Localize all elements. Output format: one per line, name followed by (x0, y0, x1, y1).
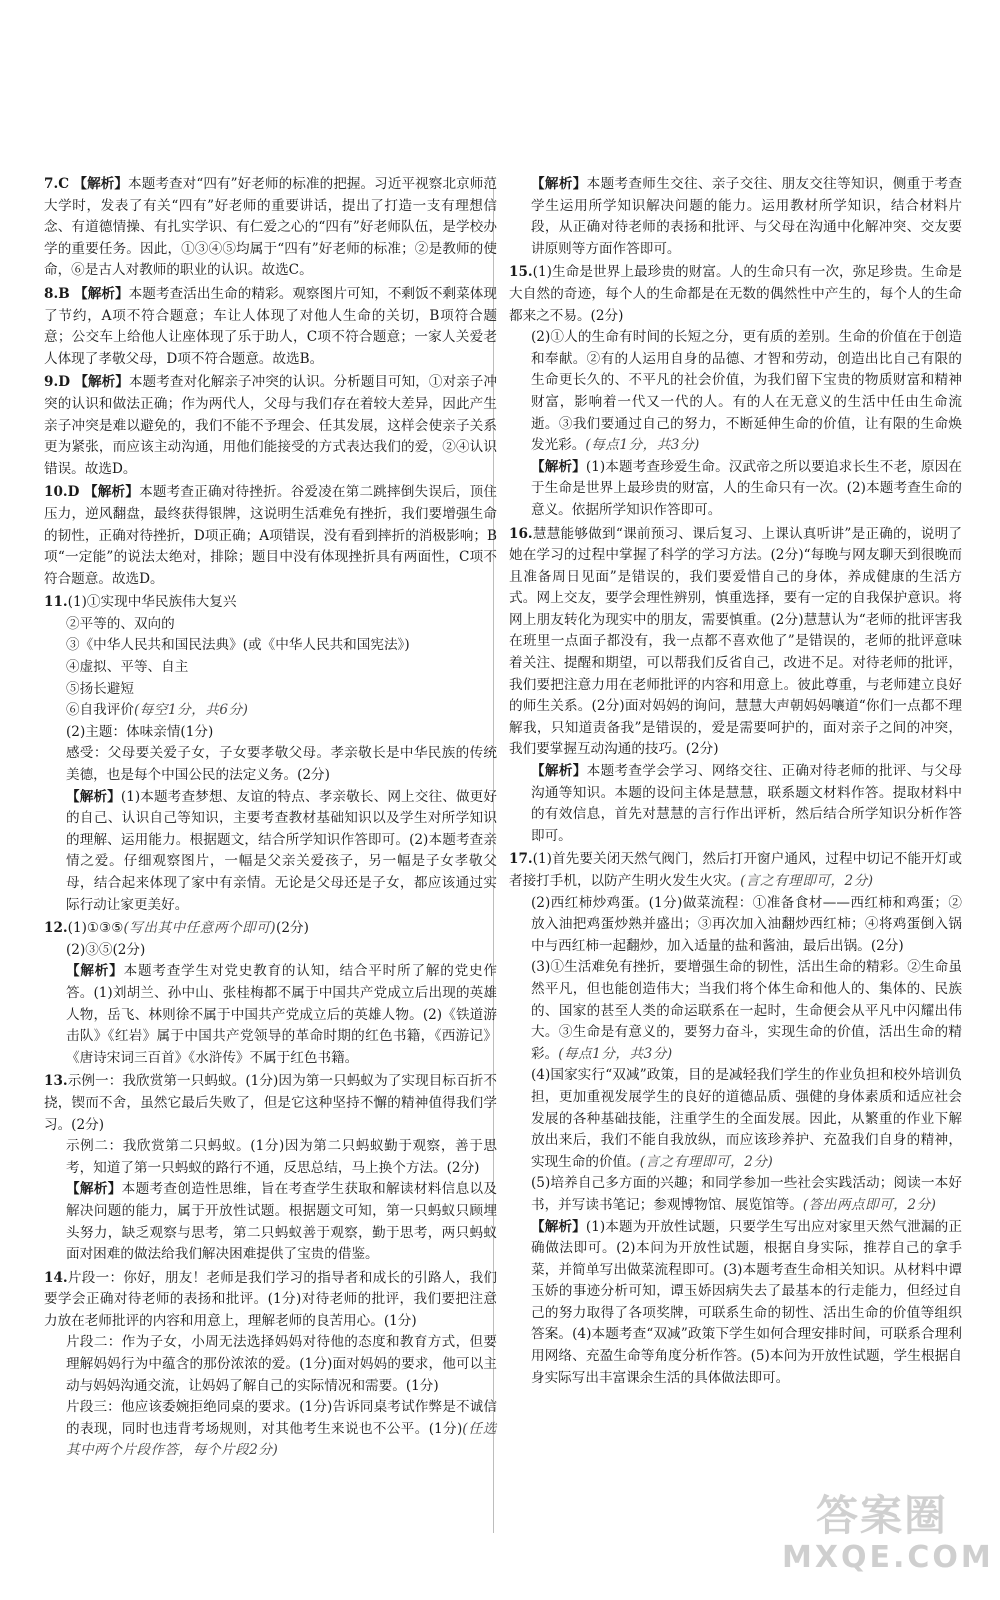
answer-line: ⑥自我评价 (66, 702, 134, 719)
analysis-tag: 【解析】 (73, 176, 129, 192)
analysis-text: 本题考查对化解亲子冲突的认识。分析题目可知，①对亲子冲突的认识和做法正确；作为两代人，父母与我们存在着较大差异，因此产生亲子冲突是难以避免的，我们不能不予理会、任其发展，这样会使亲子关系更为紧张，而应该主动沟通，用他们能接受的方式表达我们的爱，②④认识错误。故选D。 (44, 374, 498, 477)
analysis-tag: 【解析】 (531, 458, 586, 475)
analysis-tag: 【解析】 (66, 963, 124, 980)
answer-line: 感受：父母要关爱子女，子女要孝敬父母。孝亲敬长是中华民族的传统美德，也是每个中国公民的法定义务。(2分) (66, 745, 497, 784)
answer-q10 (44, 482, 497, 590)
answer-q8 (44, 284, 497, 370)
analysis-text: 本题考查活出生命的精彩。观察图片可知，不剩饭不剩菜体现了节约，A项不符合题意；车让人体现了对他人生命的关切，B项符合题意；公交车上给他人让座体现了乐于助人，C项不符合题意；一家人关爱老人体现了孝敬父母，D项不符合题意。故选B。 (44, 285, 497, 367)
question-number: 11. (44, 594, 68, 611)
analysis-tag: 【解析】 (531, 1218, 586, 1235)
answer-line: ③《中华人民共和国民法典》(或《中华人民共和国宪法》) (66, 637, 410, 654)
question-number: 13. (44, 1073, 68, 1090)
question-number: 17. (509, 851, 533, 868)
answer-line: (1)①实现中华民族伟大复兴 (67, 594, 237, 611)
answer-line: (2)主题：体味亲情(1分) (66, 723, 214, 740)
answer-line: 片段三：他应该委婉拒绝同桌的要求。(1分)告诉同桌考试作弊是不诚信的表现，同时也违背考场规则，对其他考生来说也不公平。(1分) (66, 1399, 497, 1437)
answer-choice: C (58, 176, 70, 192)
question-number: 10. (44, 484, 68, 501)
analysis-text: 本题考查师生交往、亲子交往、朋友交往等知识，侧重于考查学生运用所学知识解决问题的能力。运用教材所学知识，结合材料片段，从正确对待老师的表扬和批评、与父母在沟通中化解冲突、交友要讲原则等方面作答即可。 (531, 176, 963, 257)
watermark-url: MXQE.COM (782, 1540, 994, 1575)
answer-q7 (44, 174, 497, 282)
analysis-text: 本题考查学会学习、网络交往、正确对待老师的批评、与父母沟通等知识。本题的设问主体是慧慧，联系题文材料作答。提取材料中的有效信息，首先对慧慧的言行作出评析，然后结合所学知识分析作答即可。 (531, 763, 963, 844)
answer-q11 (44, 592, 497, 916)
right-column (509, 174, 962, 1391)
answer-q14-analysis (509, 174, 962, 260)
score-note: (任选其中两个片段作答，每个片段2分) (66, 1420, 497, 1459)
analysis-tag: 【解析】 (531, 176, 587, 192)
question-number: 8. (44, 285, 59, 302)
analysis-text: 本题考查对“四有”好老师的标准的把握。习近平视察北京师范大学时，发表了有关“四有”好老师的重要讲话，提出了打造一支有理想信念、有道德情操、有扎实学识、有仁爱之心的“四有”好老师队伍，是学校办学的重要任务。因此，①③④⑤均属于“四有”好老师的标准；②是教师的使命，⑥是古人对教师的职业的认识。故选C。 (44, 176, 498, 279)
answer-choice: D (58, 374, 70, 391)
answer-line: (5)培养自己多方面的兴趣；和同学参加一些社会实践活动；阅读一本好书，并写读书笔记；参观博物馆、展览馆等。 (531, 1175, 962, 1213)
question-number: 9. (44, 374, 59, 391)
analysis-text: (1)本题考查珍爱生命。汉武帝之所以要追求长生不老，原因在于生命是世界上最珍贵的财富，人的生命只有一次。(2)本题考查生命的意义。依据所学知识作答即可。 (531, 458, 962, 518)
answer-choice: D (67, 484, 80, 501)
question-number: 7. (44, 176, 59, 192)
answer-q9 (44, 372, 497, 480)
answer-line: (1)生命是世界上最珍贵的财富。人的生命只有一次，弥足珍贵。生命是大自然的奇迹，每个人的生命都是在无数的偶然性中产生的，每个人的生命都来之不易。(2分) (509, 264, 962, 324)
answer-line: 慧慧能够做到“课前预习、课后复习、上课认真听讲”是正确的，说明了她在学习的过程中掌握了科学的学习方法。(2分)“每晚与网友聊天到很晚而且准备周日见面”是错误的，我们要爱惜自己的身体，养成健康的生活方式。网上交友，要学会理性辨别，慎重选择，要有一定的自我保护意识。将网上朋友转化为现实中的朋友，需要慎重。(2分)慧慧认为“老师的批评害我在班里一点面子都没有，我一点都不喜欢他了”是错误的，老师的批评意味着关注、提醒和期望，可以帮我们反省自己，改进不足。对待老师的批评，我们要把注意力用在老师批评的内容和用意上。彼此尊重，与老师建立良好的师生关系。(2分)面对妈妈的询问，慧慧大声朝妈妈嚷道“你们一点都不理解我，只知道责备我”是错误的，爱是需要呵护的，面对亲子之间的冲突，我们要掌握互动沟通的技巧。(2分) (509, 525, 962, 758)
score-note: (写出其中任意两个即可) (123, 920, 277, 937)
answer-line: (2)③⑤(2分) (66, 941, 146, 958)
answer-q13 (44, 1071, 497, 1265)
answer-line: 片段一：你好，朋友！老师是我们学习的指导者和成长的引路人，我们要学会正确对待老师的表扬和批评。(1分)对待老师的批评，我们要把注意力放在老师批评的内容和用意上，理解老师的良苦用心。(1分) (44, 1269, 497, 1329)
analysis-tag: 【解析】 (531, 763, 587, 780)
question-number: 16. (509, 525, 533, 542)
answer-line: ②平等的、双向的 (66, 615, 175, 632)
answer-line: 示例一：我欣赏第一只蚂蚁。(1分)因为第一只蚂蚁为了实现目标百折不挠，锲而不舍，虽然它最后失败了，但是它这种坚持不懈的精神值得我们学习。(2分) (44, 1073, 497, 1133)
answer-choice: B (58, 285, 70, 302)
analysis-text: (1)本题考查梦想、友谊的特点、孝亲敬长、网上交往、做更好的自己、认识自己等知识，主要考查教材基础知识以及学生对所学知识的理解、运用能力。根据题文，结合所学知识作答即可。(2)本题考查亲情之爱。仔细观察图片，一幅是父亲关爱孩子，另一幅是子女孝敬父母，结合起来体现了家中有亲情。无论是父母还是子女，都应该通过实际行动让家更美好。 (66, 788, 497, 913)
answer-line: (4)国家实行“双减”政策，目的是减轻我们学生的作业负担和校外培训负担，更加重视发展学生的良好的道德品质、强健的身体素质和适应社会发展的各种基础技能，注重学生的全面发展。因此，从繁重的作业下解放出来后，我们不能自我放纵，而应该珍养护、充盈我们自身的精神，实现生命的价值。 (531, 1067, 962, 1170)
answer-q12 (44, 918, 497, 1069)
analysis-text: 本题考查正确对待挫折。谷爱凌在第二跳摔倒失误后，顶住压力，逆风翻盘，最终获得银牌，这说明生活难免有挫折，我们要增强生命的韧性，正确对待挫折，D项正确；A项错误，没有看到摔折的消极影响；B项“一定能”的说法太绝对，排除；题目中没有体现挫折具有两面性，C项不符合题意。故选D。 (44, 484, 498, 587)
analysis-tag: 【解析】 (83, 484, 140, 501)
answer-line: (3)①生活难免有挫折，要增强生命的韧性，活出生命的精彩。②生命虽然平凡，但也能创造伟大；当我们将个体生命和他人的、集体的、民族的、国家的甚至人类的命运联系在一起时，生命便会从平凡中闪耀出伟大。③生命是有意义的，要努力奋斗，实现生命的价值，活出生命的精彩。 (531, 959, 962, 1062)
analysis-tag: 【解析】 (74, 285, 129, 302)
score-note: (言之有理即可，2分) (639, 1153, 774, 1170)
answer-line: (2分) (276, 920, 309, 937)
score-note: (每点1分，共3分) (558, 1045, 673, 1062)
answer-line: (2)①人的生命有时间的长短之分，更有质的差别。生命的价值在于创造和奉献。②有的人运用自身的品德、才智和劳动，创造出比自己有限的生命更长久的、不平凡的社会价值，为我们留下宝贵的物质财富和精神财富，影响着一代又一代的人。有的人在无意义的生活中任由生命流逝。③我们要通过自己的努力，不断延伸生命的价值，让有限的生命焕发光彩。 (531, 329, 962, 454)
score-note: (每空1分，共6分) (133, 702, 249, 719)
answer-q14 (44, 1268, 497, 1462)
question-number: 15. (509, 264, 533, 281)
answer-line: (2)西红柿炒鸡蛋。(1分)做菜流程：①准备食材——西红柿和鸡蛋；②放入油把鸡蛋炒熟并盛出；③再次加入油翻炒西红柿；④将鸡蛋倒入锅中与西红柿一起翻炒，加入适量的盐和酱油，最后出锅。(2分) (531, 894, 962, 954)
answer-q15 (509, 262, 962, 521)
site-watermark (782, 1491, 994, 1592)
answer-line: 示例二：我欣赏第二只蚂蚁。(1分)因为第二只蚂蚁勤于观察，善于思考，知道了第一只蚂蚁的路行不通，反思总结，马上换个方法。(2分) (66, 1138, 497, 1176)
question-number: 12. (44, 920, 68, 937)
answer-line: ⑤扬长避短 (66, 680, 134, 697)
analysis-text: (1)本题为开放性试题，只要学生写出应对家里天然气泄漏的正确做法即可。(2)本问为开放性试题，根据自身实际，推荐自己的拿手菜，并简单写出做菜流程即可。(3)本题考查生命相关知识。从材料中谭玉娇的事迹分析可知，谭玉娇因病失去了最基本的行走能力，但经过自己的努力取得了各项奖牌，可联系生命的韧性、活出生命的价值等组织答案。(4)本题考查“双减”政策下学生如何合理安排时间，可联系合理利用网络、充盈生命等角度分析作答。(5)本问为开放性试题，学生根据自身实际写出丰富课余生活的具体做法即可。 (531, 1218, 962, 1386)
left-column (44, 174, 497, 1464)
answer-q16 (509, 524, 962, 848)
answer-line: (1)①③⑤ (67, 920, 124, 937)
score-note: (每点1分，共3分) (585, 437, 700, 454)
analysis-text: 本题考查学生对党史教育的认知，结合平时所了解的党史作答。(1)刘胡兰、孙中山、张桂梅都不属于中国共产党成立后出现的英雄人物，岳飞、林则徐不属于中国共产党成立后的英雄人物。(2)《铁道游击队》《红岩》属于中国共产党领导的革命时期的红色书籍，《西游记》《唐诗宋词三百首》《水浒传》不属于红色书籍。 (66, 963, 498, 1066)
answer-line: ④虚拟、平等、自主 (66, 659, 189, 676)
answer-q17 (509, 849, 962, 1389)
analysis-tag: 【解析】 (66, 1181, 122, 1198)
analysis-tag: 【解析】 (74, 374, 129, 391)
answer-line: (1)首先要关闭天然气阀门，然后打开窗户通风，过程中切记不能开灯或者接打手机，以防产生明火发生火灾。 (509, 851, 962, 889)
analysis-text: 本题考查创造性思维，旨在考查学生获取和解读材料信息以及解决问题的能力，属于开放性试题。根据题文可知，第一只蚂蚁只顾埋头努力，缺乏观察与思考，第二只蚂蚁善于观察，勤于思考，两只蚂蚁面对困难的做法给我们解决困难提供了宝贵的借鉴。 (66, 1181, 498, 1263)
analysis-tag: 【解析】 (66, 788, 121, 805)
score-note: (言之有理即可，2分) (740, 873, 874, 889)
score-note: (答出两点即可，2分) (802, 1196, 937, 1213)
watermark-logo-text: 答案圈 (815, 1491, 948, 1540)
answer-line: 片段二：作为子女，小周无法选择妈妈对待他的态度和教育方式，但要理解妈妈行为中蕴含的那份浓浓的爱。(1分)面对妈妈的要求，他可以主动与妈妈沟通交流，让妈妈了解自己的实际情况和需要。(1分) (66, 1334, 497, 1394)
question-number: 14. (44, 1269, 68, 1286)
